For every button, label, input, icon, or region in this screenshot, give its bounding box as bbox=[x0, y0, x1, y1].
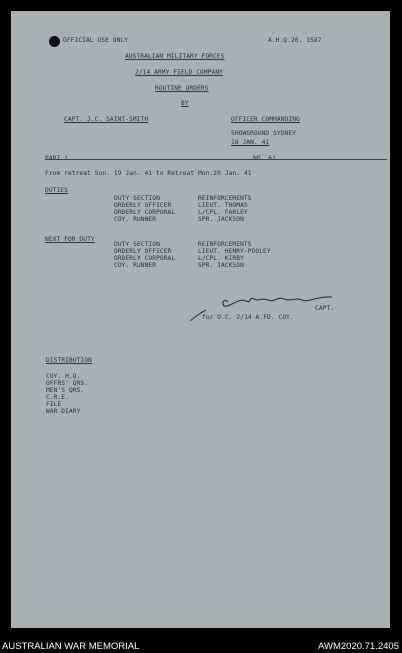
next-duty-name: REINFORCEMENTS bbox=[198, 241, 252, 248]
duty-name: REINFORCEMENTS bbox=[198, 195, 252, 202]
signatory-rank: CAPT. bbox=[315, 305, 335, 312]
duty-name: LIEUT. THOMAS bbox=[198, 202, 248, 209]
commander-name: CAPT. J.C. SAINT-SMITH bbox=[64, 116, 149, 123]
next-duty-heading: NEXT FOR DUTY bbox=[45, 236, 95, 243]
next-duty-name: L/CPL. KIRBY bbox=[198, 255, 244, 262]
distribution-item: MEN'S QRS. bbox=[46, 387, 85, 394]
institution-credit: AUSTRALIAN WAR MEMORIAL bbox=[2, 641, 140, 652]
duty-role: COY. RUNNER bbox=[114, 216, 157, 223]
order-date: 18 JAN. 41 bbox=[231, 139, 270, 146]
duty-role: ORDERLY CORPORAL bbox=[114, 209, 176, 216]
next-duty-role: COY. RUNNER bbox=[114, 262, 157, 269]
next-duty-name: SPR. JACKSON bbox=[198, 262, 244, 269]
distribution-heading: DISTRIBUTION bbox=[46, 357, 92, 364]
next-duty-role: ORDERLY OFFICER bbox=[114, 248, 172, 255]
punch-hole bbox=[49, 36, 60, 47]
company-heading: 2/14 ARMY FIELD COMPANY bbox=[135, 69, 223, 76]
period-line: From retreat Sun. 19 Jan. 41 to Retreat Mon.20 Jan. 41 bbox=[45, 170, 252, 177]
by-label: BY bbox=[181, 100, 189, 107]
unit-heading: AUSTRALIAN MILITARY FORCES bbox=[125, 53, 225, 60]
next-duty-name: LIEUT. HENRY-POOLEY bbox=[198, 248, 271, 255]
signature-block: for O.C. 2/14 A.FD. COY. bbox=[202, 314, 294, 321]
reference-number: A.H.Q.20. 1587 bbox=[268, 37, 322, 44]
duties-heading: DUTIES bbox=[45, 187, 68, 194]
divider-line bbox=[45, 159, 387, 160]
next-duty-role: DUTY SECTION bbox=[114, 241, 160, 248]
duty-name: L/CPL. FARLEY bbox=[198, 209, 248, 216]
distribution-item: WAR DIARY bbox=[46, 408, 81, 415]
duty-role: DUTY SECTION bbox=[114, 195, 160, 202]
next-duty-role: ORDERLY CORPORAL bbox=[114, 255, 176, 262]
duty-role: ORDERLY OFFICER bbox=[114, 202, 172, 209]
accession-number: AWM2020.71.2405 bbox=[318, 641, 399, 652]
distribution-item: OFFRS' QRS. bbox=[46, 380, 89, 387]
document-title: ROUTINE ORDERS bbox=[155, 85, 209, 92]
distribution-item: FILE bbox=[46, 401, 62, 408]
distribution-item: COY. H.Q. bbox=[46, 373, 81, 380]
duty-name: SPR. JACKSON bbox=[198, 216, 244, 223]
location: SHOWGROUND SYDNEY bbox=[231, 130, 297, 137]
classification: OFFICIAL USE ONLY bbox=[63, 37, 129, 44]
distribution-item: C.R.E. bbox=[46, 394, 69, 401]
commander-title: OFFICER COMMANDING bbox=[231, 116, 300, 123]
